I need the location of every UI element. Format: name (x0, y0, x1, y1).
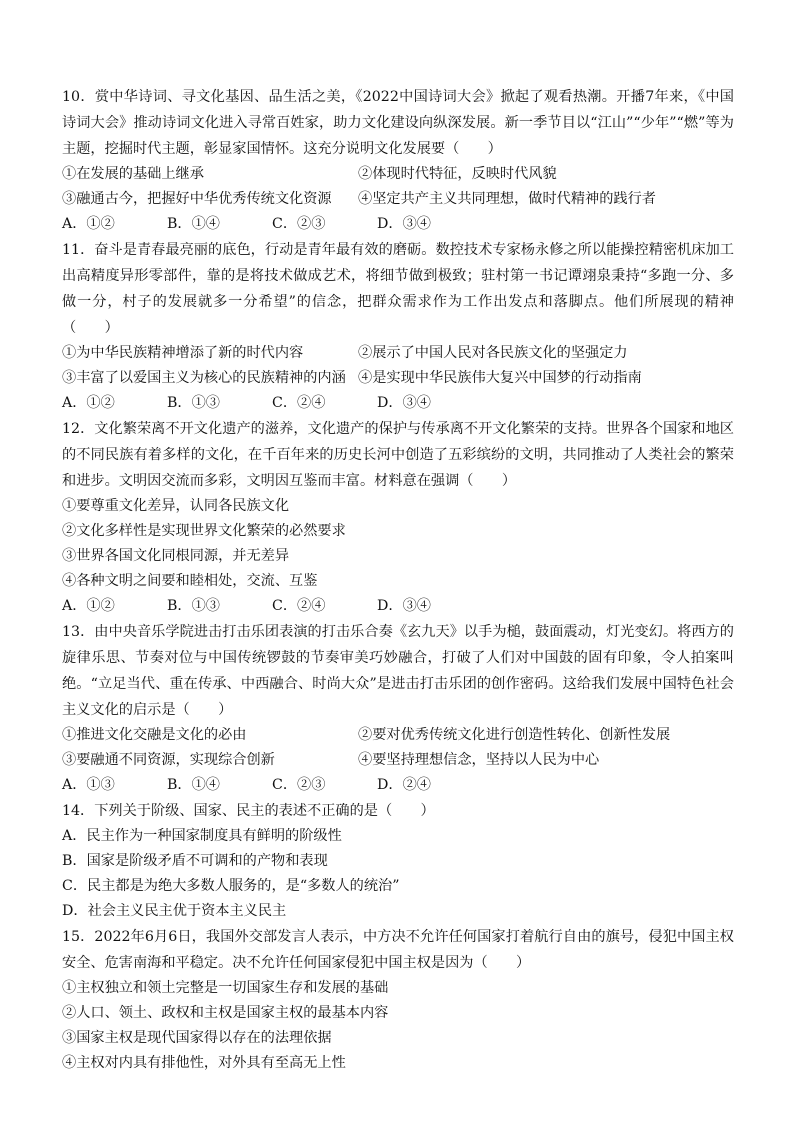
option-4: ④主权对内具有排他性，对外具有至高无上性 (62, 1055, 346, 1071)
option-row (62, 162, 734, 187)
option-row (62, 341, 734, 366)
choice-b: B．国家是阶级矛盾不可调和的产物和表现 (62, 853, 328, 869)
question-stem: 13．由中央音乐学院进击打击乐团表演的打击乐合奏《玄九天》以手为槌，鼓面震动，灯光变幻。将西方的旋律乐思、节奏对位与中国传统锣鼓的节奏审美巧妙融合，打破了人们对中国鼓的固有印象，令人拍案叫绝。“立足当代、重在传承、中西融合、时尚大众”是进击打击乐团的创作密码。这给我们发展中国特色社会主义文化的启示是（ ） (62, 624, 734, 718)
choice-c: C．民主都是为绝大多数人服务的，是“多数人的统治” (62, 878, 400, 894)
answer-c: C．②③ (272, 777, 326, 793)
answer-choices (62, 391, 734, 416)
option-2: ②体现时代特征，反映时代风貌 (358, 166, 557, 182)
question-11 (62, 237, 734, 416)
option-3: ③丰富了以爱国主义为核心的民族精神的内涵 (62, 370, 346, 386)
question-stem: 12．文化繁荣离不开文化遗产的滋养，文化遗产的保护与传承离不开文化繁荣的支持。世界各个国家和地区的不同民族有着多样的文化，在千百年来的历史长河中创造了五彩缤纷的文明，共同推动了人类社会的繁荣和进步。文明因交流而多彩，文明因互鉴而丰富。材料意在强调（ ） (62, 421, 734, 489)
answer-b: B．①④ (167, 216, 220, 232)
question-list (62, 84, 734, 1076)
option-4: ④是实现中华民族伟大复兴中国梦的行动指南 (358, 370, 642, 386)
option-1: ①要尊重文化差异，认同各民族文化 (62, 498, 290, 514)
option-2: ②展示了中国人民对各民族文化的坚强定力 (358, 345, 628, 361)
answer-b: B．①④ (167, 777, 220, 793)
choice-a: A．民主作为一种国家制度具有鲜明的阶级性 (62, 828, 342, 844)
answer-a: A．①③ (62, 777, 115, 793)
option-row (62, 748, 734, 773)
option-4: ④各种文明之间要和睦相处，交流、互鉴 (62, 573, 318, 589)
option-3: ③要融通不同资源，实现综合创新 (62, 752, 275, 768)
answer-c: C．②④ (272, 395, 326, 411)
option-3: ③融通古今，把握好中华优秀传统文化资源 (62, 191, 332, 207)
answer-a: A．①② (62, 395, 115, 411)
question-stem: 14．下列关于阶级、国家、民主的表述不正确的是（ ） (62, 803, 435, 819)
option-1: ①在发展的基础上继承 (62, 166, 204, 182)
answer-choices (62, 212, 734, 237)
question-13 (62, 619, 734, 798)
option-3: ③国家主权是现代国家得以存在的法理依据 (62, 1030, 332, 1046)
answer-c: C．②③ (272, 216, 326, 232)
question-stem: 10．赏中华诗词、寻文化基因、品生活之美，《2022中国诗词大会》掀起了观看热潮。开播7年来，《中国诗词大会》推动诗词文化进入寻常百姓家，助力文化建设向纵深发展。新一季节目以“江山”“少年”“燃”等为主题，挖掘时代主题，彰显家国情怀。这充分说明文化发展要（ ） (62, 89, 734, 157)
question-12 (62, 416, 734, 619)
question-14 (62, 798, 734, 924)
question-stem: 15．2022年6月6日，我国外交部发言人表示，中方决不允许任何国家打着航行自由的旗号，侵犯中国主权安全、危害南海和平稳定。决不允许任何国家侵犯中国主权是因为（ ） (62, 929, 734, 971)
answer-choices (62, 594, 734, 619)
answer-d: D．②④ (377, 777, 431, 793)
option-row (62, 187, 734, 212)
option-2: ②要对优秀传统文化进行创造性转化、创新性发展 (358, 727, 671, 743)
answer-d: D．③④ (377, 598, 431, 614)
answer-choices (62, 773, 734, 798)
option-2: ②文化多样性是实现世界文化繁荣的必然要求 (62, 523, 346, 539)
option-2: ②人口、领土、政权和主权是国家主权的最基本内容 (62, 1005, 389, 1021)
question-15 (62, 924, 734, 1076)
option-row (62, 366, 734, 391)
option-1: ①为中华民族精神增添了新的时代内容 (62, 345, 304, 361)
answer-c: C．②④ (272, 598, 326, 614)
option-1: ①推进文化交融是文化的必由 (62, 727, 247, 743)
answer-b: B．①③ (167, 395, 220, 411)
answer-a: A．①② (62, 216, 115, 232)
answer-d: D．③④ (377, 395, 431, 411)
option-4: ④坚定共产主义共同理想，做时代精神的践行者 (358, 191, 656, 207)
option-1: ①主权独立和领土完整是一切国家生存和发展的基础 (62, 980, 389, 996)
option-row (62, 723, 734, 748)
answer-b: B．①③ (167, 598, 220, 614)
option-4: ④要坚持理想信念，坚持以人民为中心 (358, 752, 600, 768)
option-3: ③世界各国文化同根同源，并无差异 (62, 548, 290, 564)
answer-a: A．①② (62, 598, 115, 614)
question-10 (62, 84, 734, 237)
answer-d: D．③④ (377, 216, 431, 232)
question-stem: 11．奋斗是青春最亮丽的底色，行动是青年最有效的磨砺。数控技术专家杨永修之所以能操控精密机床加工出高精度异形零部件，靠的是将技术做成艺术，将细节做到极致；驻村第一书记谭翊泉秉持“多跑一分、多做一分，村子的发展就多一分希望”的信念，把群众需求作为工作出发点和落脚点。他们所展现的精神（ ） (62, 242, 734, 336)
choice-d: D．社会主义民主优于资本主义民主 (62, 903, 287, 919)
